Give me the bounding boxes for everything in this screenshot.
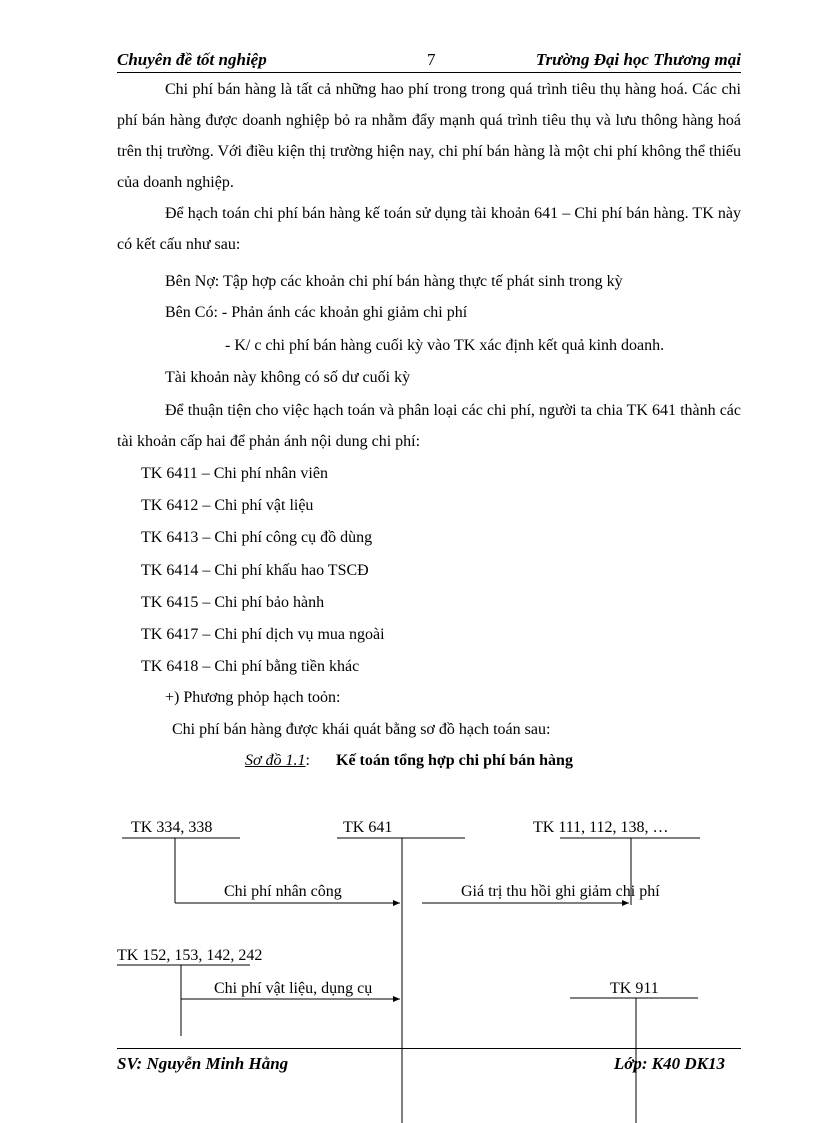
footer-student-name: SV: Nguyễn Minh Hằng — [117, 1054, 289, 1073]
header-thesis-title: Chuyên đề tốt nghiệp — [117, 50, 267, 69]
credit-side-text-2: - K/ c chi phí bán hàng cuối kỳ vào TK xác định kết quả kinh doanh. — [225, 337, 665, 354]
method-heading: +) Phương phỏp hạch toỏn: — [165, 689, 341, 706]
subaccount-item: TK 6414 – Chi phí khấu hao TSCĐ — [141, 562, 369, 579]
subaccount-item: TK 6415 – Chi phí bảo hành — [141, 594, 325, 611]
header-university: Trường Đại học Thương mại — [535, 50, 741, 69]
account-tk911: TK 911 — [610, 980, 659, 997]
footer-class: Lớp: K40 DK13 — [613, 1054, 725, 1073]
label-labor-cost: Chi phí nhân công — [224, 883, 342, 900]
paragraph-definition: Chi phí bán hàng là tất cả những hao phí trong trong quá trình tiêu thụ hàng hoá. Các chi phí bán hàng được doanh nghiệp bỏ ra nhằm đẩy mạnh quá trình tiêu thụ và lưu thông hàng hoá trên thị trường. Với điều kiện thị trường hiện nay, chi phí bán hàng là một chi phí không thể thiếu của doanh nghiệp. — [117, 81, 741, 191]
caption-title: Kế toán tổng hợp chi phí bán hàng — [336, 752, 573, 769]
subaccount-item: TK 6417 – Chi phí dịch vụ mua ngoài — [141, 626, 385, 643]
label-recovered-value: Giá trị thu hồi ghi giảm chi phí — [461, 883, 660, 900]
page-number: 7 — [427, 50, 436, 69]
method-description: Chi phí bán hàng được khái quát bằng sơ đồ hạch toán sau: — [172, 721, 551, 738]
caption-label: Sơ đồ 1.1 — [245, 752, 306, 769]
credit-side-text-1: Bên Có: - Phản ánh các khoản ghi giảm chi phí — [165, 304, 468, 321]
subaccount-item: TK 6418 – Chi phí bằng tiền khác — [141, 658, 360, 675]
caption-separator: : — [305, 752, 310, 769]
account-tk111: TK 111, 112, 138, … — [533, 819, 669, 836]
account-tk152: TK 152, 153, 142, 242 — [117, 947, 263, 964]
paragraph-account-641: Để hạch toán chi phí bán hàng kế toán sử dụng tài khoản 641 – Chi phí bán hàng. TK này có kết cấu như sau: — [117, 205, 741, 253]
debit-side-text: Bên Nợ: Tập hợp các khoản chi phí bán hàng thực tế phát sinh trong kỳ — [165, 273, 623, 290]
account-tk641: TK 641 — [343, 819, 393, 836]
subaccount-item: TK 6413 – Chi phí công cụ đồ dùng — [141, 529, 373, 546]
label-material-cost: Chi phí vật liệu, dụng cụ — [214, 980, 373, 997]
subaccount-item: TK 6412 – Chi phí vật liệu — [141, 497, 314, 514]
page-footer — [117, 1048, 741, 1073]
balance-text: Tài khoản này không có số dư cuối kỳ — [165, 369, 411, 386]
subaccounts-intro: Để thuận tiện cho việc hạch toán và phân loại các chi phí, người ta chia TK 641 thành các tài khoản cấp hai để phản ánh nội dung chi phí: — [117, 402, 741, 450]
subaccount-item: TK 6411 – Chi phí nhân viên — [141, 465, 328, 482]
account-tk334: TK 334, 338 — [131, 819, 213, 836]
